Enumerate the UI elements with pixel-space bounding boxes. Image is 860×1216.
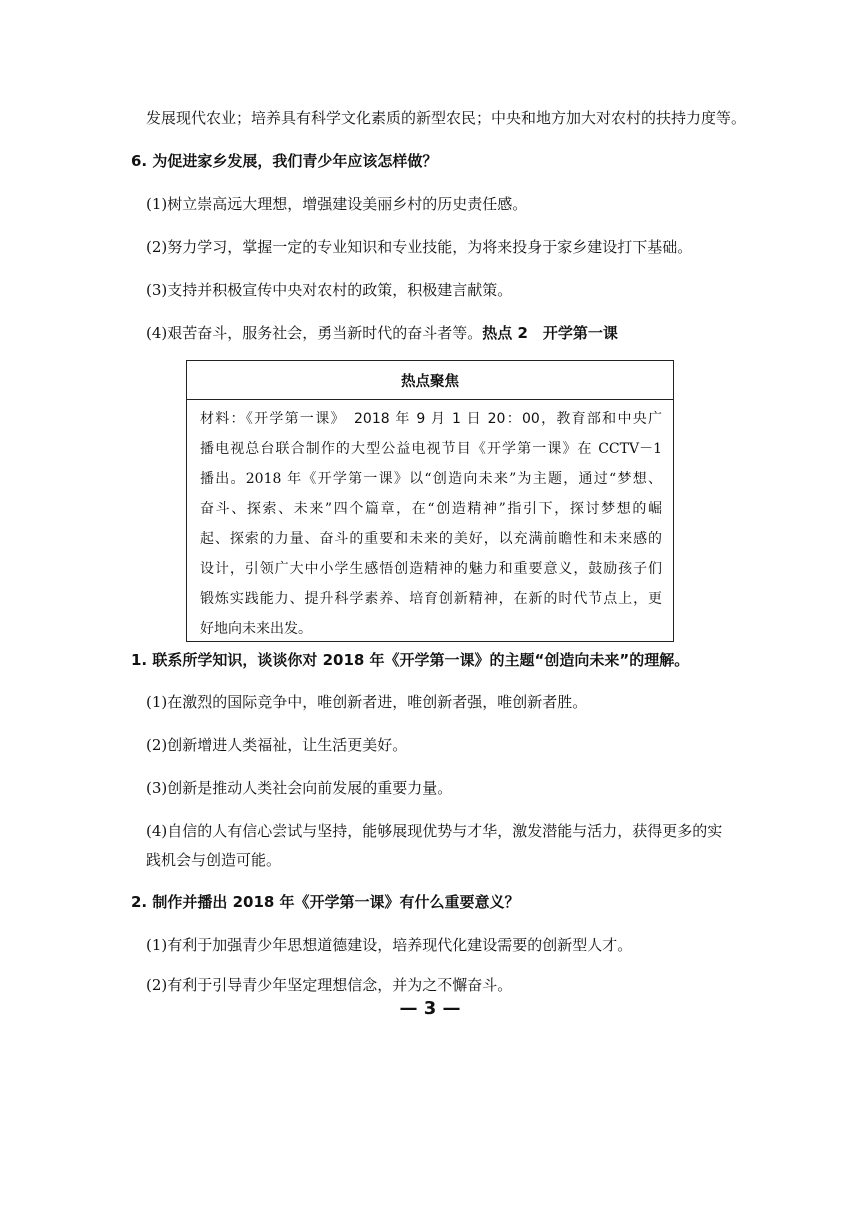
- question-6-title: 6. 为促进家乡发展，我们青少年应该怎样做？: [131, 152, 438, 170]
- material-text-1: 材料：《开学第一课》 2018 年 9 月 1 日 20：00，教育部和中央广: [200, 411, 662, 427]
- material-line-1: [200, 409, 662, 429]
- q6-answer-4: (4)艰苦奋斗，服务社会，勇当新时代的奋斗者等。: [146, 324, 483, 342]
- material-line-3: 播出。2018 年《开学第一课》以“创造向未来”为主题，通过“梦想、: [200, 471, 662, 487]
- material-line-4: 奋斗、探索、未来”四个篇章，在“创造精神”指引下，探讨梦想的崛: [200, 501, 662, 517]
- q1-answer-3: (3)创新是推动人类社会向前发展的重要力量。: [146, 779, 453, 797]
- question-2-title: 2. 制作并播出 2018 年《开学第一课》有什么重要意义？: [131, 893, 520, 911]
- q1-answer-4-cont: 践机会与创造可能。: [146, 851, 282, 869]
- q2-answer-2: (2)有利于引导青少年坚定理想信念，并为之不懈奋斗。: [146, 976, 513, 994]
- q2-answer-1: (1)有利于加强青少年思想道德建设，培养现代化建设需要的创新型人才。: [146, 936, 633, 954]
- continuation-text: 发展现代农业；培养具有科学文化素质的新型农民；中央和地方加大对农村的扶持力度等。: [146, 109, 747, 127]
- material-line-5: 起、探索的力量、奋斗的重要和未来的美好，以充满前瞻性和未来感的: [200, 531, 662, 547]
- q6-answer-2: (2)努力学习，掌握一定的专业知识和专业技能，为将来投身于家乡建设打下基础。: [146, 238, 693, 256]
- hot-focus-heading: 热点聚焦: [187, 361, 673, 400]
- q1-answer-4: (4)自信的人有信心尝试与坚持，能够展现优势与才华，激发潜能与活力，获得更多的实: [146, 822, 723, 840]
- material-line-7: 锻炼实践能力、提升科学素养、培育创新精神，在新的时代节点上，更: [200, 591, 662, 607]
- material-line-8: 好地向未来出发。: [200, 621, 312, 637]
- hot-point-2-heading: 热点 2 开学第一课: [482, 324, 618, 342]
- material-line-6: 设计，引领广大中小学生感悟创造精神的魅力和重要意义，鼓励孩子们: [200, 561, 662, 577]
- question-1-title: 1. 联系所学知识，谈谈你对 2018 年《开学第一课》的主题“创造向未来”的理解。: [131, 651, 690, 669]
- hot-focus-box: [186, 360, 674, 642]
- q6-answer-3: (3)支持并积极宣传中央对农村的政策，积极建言献策。: [146, 281, 513, 299]
- q6-answer-4-row: [146, 323, 618, 343]
- q1-answer-1: (1)在激烈的国际竞争中，唯创新者进，唯创新者强，唯创新者胜。: [146, 693, 588, 711]
- q1-answer-2: (2)创新增进人类福祉，让生活更美好。: [146, 736, 408, 754]
- material-line-2: 播电视总台联合制作的大型公益电视节目《开学第一课》在 CCTV－1: [200, 441, 662, 457]
- page-number: — 3 —: [399, 998, 461, 1019]
- q6-answer-1: (1)树立崇高远大理想，增强建设美丽乡村的历史责任感。: [146, 195, 528, 213]
